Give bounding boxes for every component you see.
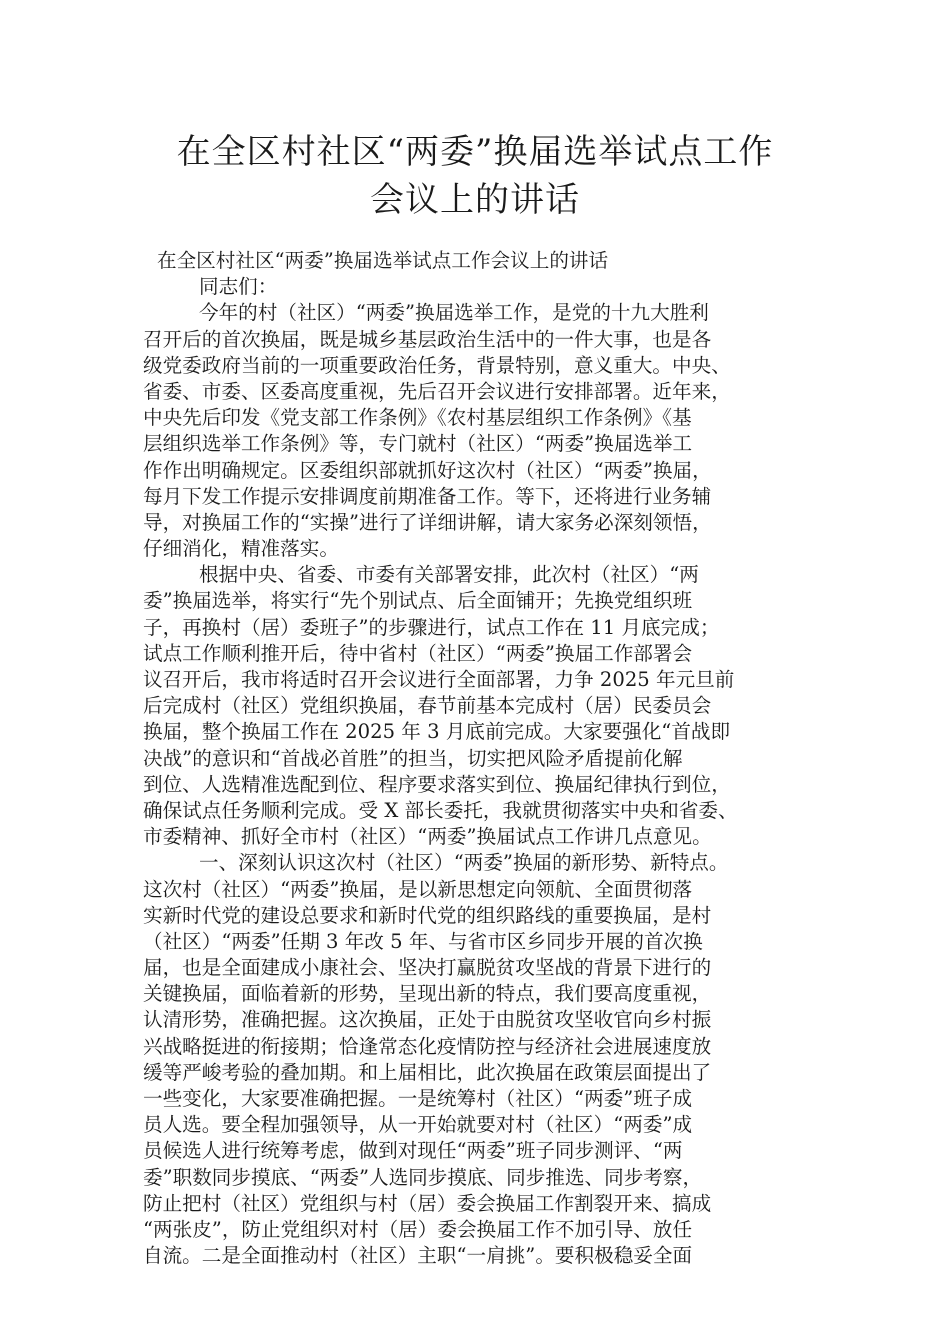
paragraph-line: 议召开后，我市将适时召开会议进行全面部署，力争 2025 年元旦前 [143, 668, 735, 691]
paragraph-line: 确保试点任务顺利完成。受 X 部长委托，我就贯彻落实中央和省委、 [143, 798, 738, 822]
paragraph-line: 换届，整个换届工作在 2025 年 3 月底前完成。大家要强化“首战即 [143, 720, 731, 744]
paragraph-line: 员人选。要全程加强领导，从一开始就要对村（社区）“两委”成 [143, 1113, 693, 1137]
title-line: 在全区村社区“两委”换届选举试点工作 [176, 132, 774, 172]
paragraph-line: 委”换届选举，将实行“先个别试点、后全面铺开；先换党组织班 [143, 589, 693, 613]
paragraph-line: 同志们： [199, 275, 278, 299]
paragraph-line: 自流。二是全面推动村（社区）主职“一肩挑”。要积极稳妥全面 [143, 1244, 693, 1268]
paragraph-line: 届，也是全面建成小康社会、坚决打赢脱贫攻坚战的背景下进行的 [143, 956, 712, 980]
paragraph-line: 省委、市委、区委高度重视，先后召开会议进行安排部署。近年来， [143, 379, 731, 403]
paragraph-line: 决战”的意识和“首战必首胜”的担当，切实把风险矛盾提前化解 [143, 746, 683, 770]
paragraph-line: 缓等严峻考验的叠加期。和上届相比，此次换届在政策层面提出了 [143, 1060, 712, 1084]
paragraph-line: 子，再换村（居）委班子”的步骤进行，试点工作在 11 月底完成； [143, 615, 720, 639]
paragraph-line: 今年的村（社区）“两委”换届选举工作，是党的十九大胜利 [199, 301, 709, 325]
paragraph-line: 防止把村（社区）党组织与村（居）委会换届工作割裂开来、搞成 [143, 1191, 712, 1215]
paragraph-line: 试点工作顺利推开后，待中省村（社区）“两委”换届工作部署会 [143, 641, 693, 665]
speech-subtitle: 在全区村社区“两委”换届选举试点工作会议上的讲话 [157, 249, 609, 272]
paragraph-line: 后完成村（社区）党组织换届，春节前基本完成村（居）民委员会 [143, 694, 712, 718]
title-line: 会议上的讲话 [370, 180, 580, 220]
paragraph-line: 市委精神、抓好全市村（社区）“两委”换届试点工作讲几点意见。 [143, 825, 712, 849]
paragraph-line: 中央先后印发《党支部工作条例》《农村基层组织工作条例》《基 [143, 406, 692, 430]
paragraph-line: 认清形势，准确把握。这次换届，正处于由脱贫攻坚收官向乡村振 [143, 1008, 712, 1032]
document-body [143, 248, 815, 1269]
paragraph-line: 导，对换届工作的“实操”进行了详细讲解，请大家务必深刻领悟， [143, 510, 712, 534]
paragraph-line: 层组织选举工作条例》等，专门就村（社区）“两委”换届选举工 [143, 432, 693, 456]
paragraph-line: 到位、人选精准选配到位、程序要求落实到位、换届纪律执行到位， [143, 772, 731, 796]
paragraph-line: “两张皮”，防止党组织对村（居）委会换届工作不加引导、放任 [143, 1217, 693, 1241]
paragraph-line: 级党委政府当前的一项重要政治任务，背景特别，意义重大。中央、 [143, 353, 731, 377]
paragraph-line: 一、深刻认识这次村（社区）“两委”换届的新形势、新特点。 [199, 851, 729, 875]
paragraph-line: 召开后的首次换届，既是城乡基层政治生活中的一件大事，也是各 [143, 327, 712, 351]
paragraph-line: 关键换届，面临着新的形势，呈现出新的特点，我们要高度重视， [143, 982, 712, 1006]
paragraph-line: 员候选人进行统筹考虑，做到对现任“两委”班子同步测评、“两 [143, 1139, 683, 1163]
paragraph-line: 这次村（社区）“两委”换届，是以新思想定向领航、全面贯彻落 [143, 877, 693, 901]
paragraph-line: 每月下发工作提示安排调度前期准备工作。等下，还将进行业务辅 [143, 484, 712, 508]
paragraph-line: 作作出明确规定。区委组织部就抓好这次村（社区）“两委”换届， [143, 458, 712, 482]
paragraph-line: 仔细消化，精准落实。 [143, 537, 339, 561]
paragraph-line: 委”职数同步摸底、“两委”人选同步摸底、同步推选、同步考察， [143, 1165, 703, 1189]
paragraph-line: 根据中央、省委、市委有关部署安排，此次村（社区）“两 [199, 563, 699, 587]
paragraph-line: （社区）“两委”任期 3 年改 5 年、与省市区乡同步开展的首次换 [143, 929, 703, 953]
paragraph-line: 兴战略挺进的衔接期；恰逢常态化疫情防控与经济社会进展速度放 [143, 1034, 712, 1058]
document-title [100, 128, 850, 224]
paragraph-line: 实新时代党的建设总要求和新时代党的组织路线的重要换届，是村 [143, 903, 712, 927]
paragraph-line: 一些变化，大家要准确把握。一是统筹村（社区）“两委”班子成 [143, 1087, 693, 1110]
